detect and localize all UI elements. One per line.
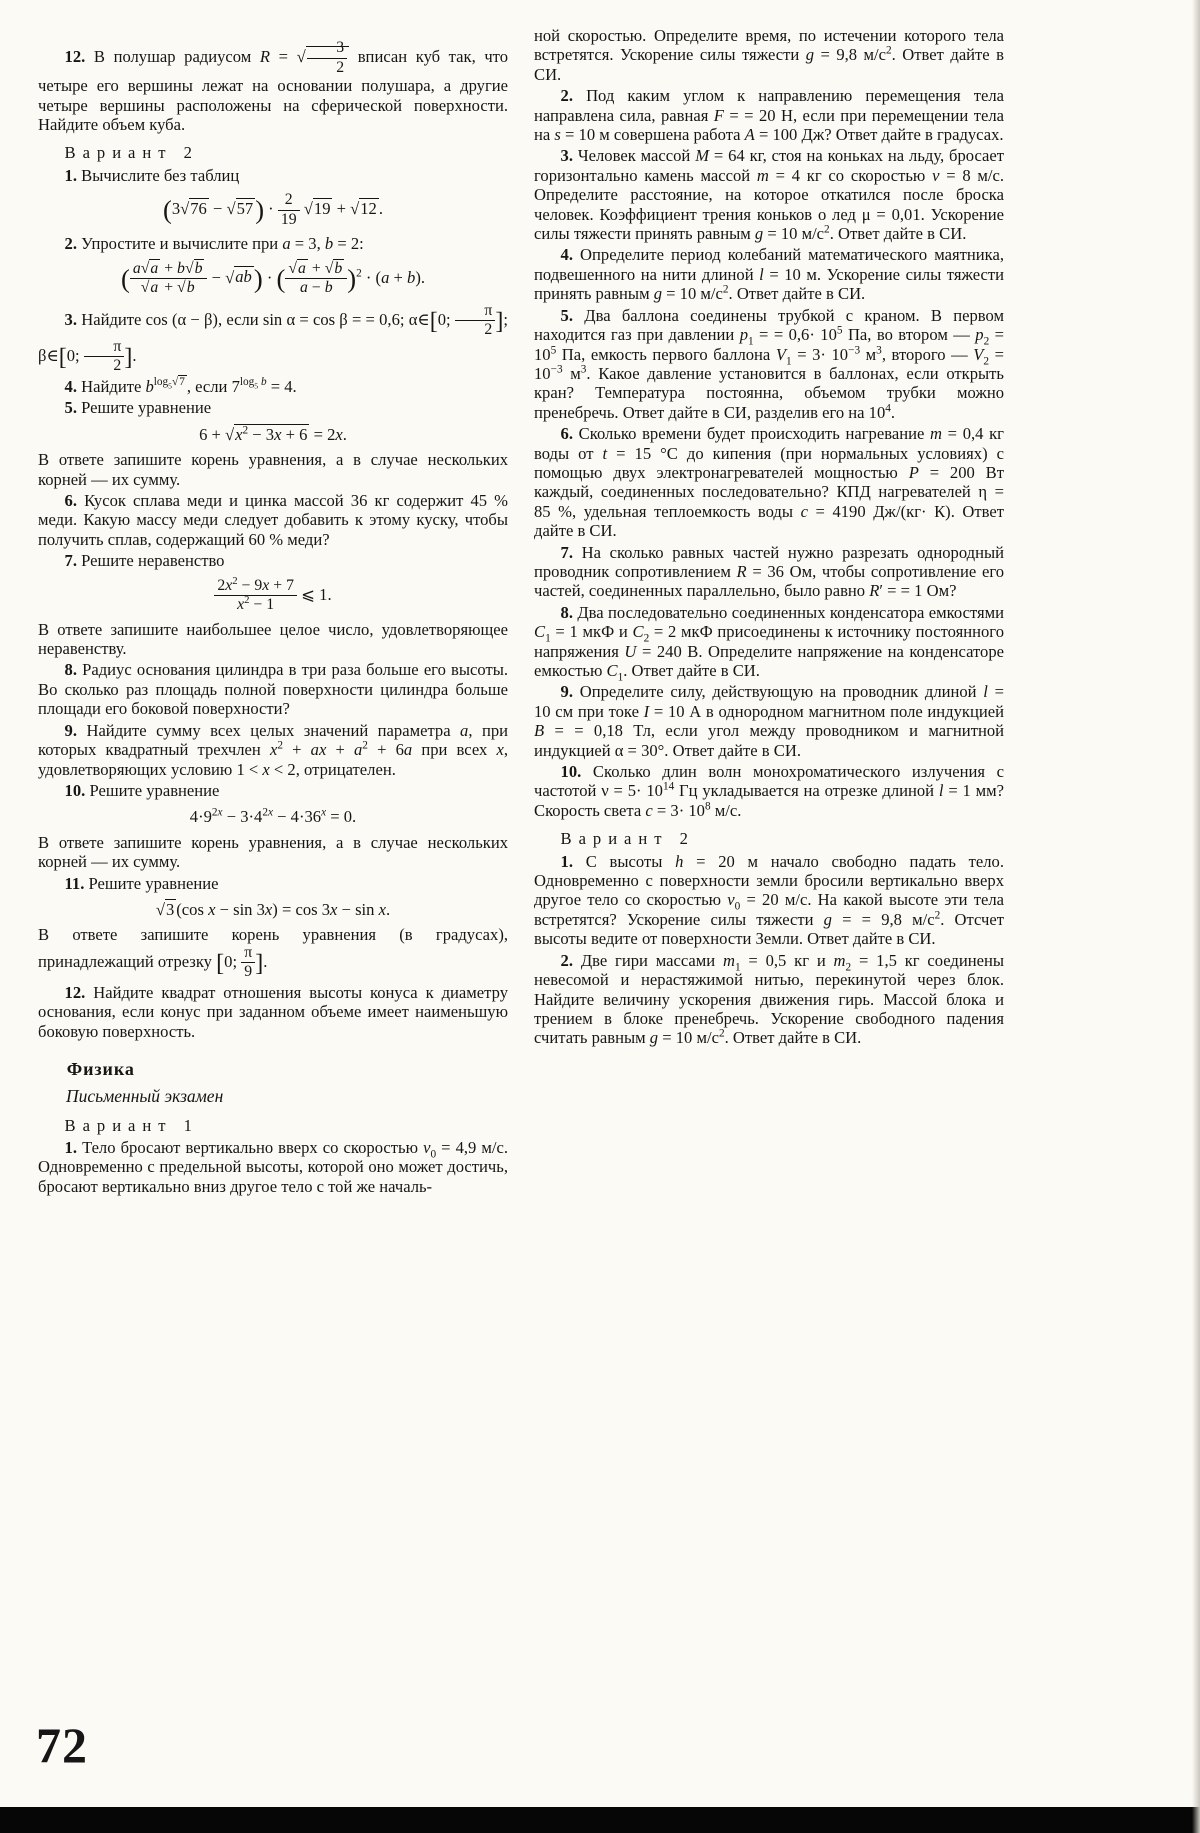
paragraph: 6. Кусок сплава меди и цинка массой 36 кг содержит 45 % меди. Какую массу меди следует добавить к этому куску, чтобы получить сплав, содержащий 60 % меди? (38, 490, 508, 549)
math-formula: √3 (cos x − sin 3x) = cos 3x − sin x. (155, 899, 391, 919)
math-formula: $4\cdot 9^{2x} - 3\cdot 4^{2x} - 4\cdot 36^x = 0$. (189, 806, 357, 827)
paragraph: 8. Радиус основания цилиндра в три раза больше его высоты. Во сколько раз площадь полной поверхности цилиндра больше площади его боковой поверхности? (38, 660, 508, 719)
paragraph: 6. Сколько времени будет происходить нагревание m = 0,4 кг воды от t = 15 °С до кипения (при нормальных условиях) с помощью двух электронагревателей мощностью P = 200 Вт каждый, соединенных последовательно? КПД нагревателей η = 85 %, удельная теплоемкость воды c = 4190 Дж/(кг· К). Ответ дайте в СИ. (534, 424, 1005, 541)
paragraph: 4. Найдите $b^{log_5√7}$ , если $7^{log_5 b} = 4$. (64, 376, 297, 396)
paragraph: 11. Решите уравнение (64, 873, 219, 893)
variant-heading: Вариант 2 (560, 829, 695, 849)
paragraph: 2. Под каким углом к направлению перемещения тела направлена сила, равная F = = 20 Н, если при перемещении тела на s = 10 м совершена работа A = 100 Дж? Ответ дайте в градусах. (534, 86, 1005, 145)
paragraph: 2. Упростите и вычислите при a = 3, b = 2: (64, 234, 364, 254)
paragraph: 10. Решите уравнение (64, 780, 220, 800)
paragraph: ной скоростью. Определите время, по истечении которого тела встретятся. Ускорение силы тяжести g = 9,8 $м/с^2$. Ответ дайте в СИ. (534, 26, 1004, 84)
paragraph: 4. Определите период колебаний математического маятника, подвешенного на нити длиной l = 10 м. Ускорение силы тяжести принять равным g = 10 $м/с^2$. Ответ дайте в СИ. (534, 245, 1004, 304)
paragraph: 7. Решите неравенство (64, 551, 225, 571)
variant-heading: Вариант 2 (64, 143, 199, 163)
paragraph: 8. Два последовательно соединенных конденсатора емкостями $C_1 = 1$ мкФ и $C_2 = 2$ мкФ присоединены к источнику постоянного напряжения U = 240 В. Определите напряжение на конденсаторе емкостью $C_1$. Ответ дайте в СИ. (534, 602, 1005, 684)
paragraph: 5. Решите уравнение (64, 398, 212, 418)
paragraph: 12. Найдите квадрат отношения высоты конуса к диаметру основания, если конус при заданном объеме имеет наименьшую боковую поверхность. (38, 982, 508, 1041)
paragraph: 5. Два баллона соединены трубкой с краном. В первом находится газ при давлении $p_1$ = = $0,6\cdot 10^5$ Па, во втором — $p_2 = 10^5$ Па, емкость первого баллона $V_1 = 3\cdot 10^{-3}$ $м^3$, второго — $V_2 = 10^{-3}$ $м^3$. Какое давление установится в баллонах, если открыть кран? Температура постоянна, объемом трубки можно пренебречь. Ответ дайте в СИ, разделив его на $10^4$. (534, 305, 1004, 422)
paragraph: 1. Вычислите без таблиц (64, 165, 240, 185)
paragraph: В ответе запишите наибольшее целое число, удовлетворяющее неравенству. (38, 619, 508, 659)
math-formula: ( $\frac{a√a + b√b}{√a + √b}$ − √ab) · ( $\frac{√a + √b}{a - b}$ )$^2$ · (a + b). (120, 259, 426, 297)
paragraph: В ответе запишите корень уравнения, а в случае нескольких корней — их сумму. (38, 832, 508, 872)
section-heading: Физика (66, 1059, 135, 1080)
math-formula: $\frac{2x^2 - 9x + 7}{x^2 - 1}$ ⩽ 1. (38, 573, 508, 618)
paragraph: В ответе запишите корень уравнения, а в случае нескольких корней — их сумму. (38, 450, 508, 489)
paragraph: 10. Сколько длин волн монохроматического излучения с частотой $\nu = 5\cdot 10^{14}$ Гц укладывается на отрезке длиной l = 1 мм? Скорость света $c = 3\cdot 10^8$ м/с. (534, 762, 1004, 820)
math-formula: (3√76 − √57) · $\frac{2}{19}$ √19 + √12 . (162, 191, 383, 228)
paragraph: 9. Найдите сумму всех целых значений параметра a, при которых квадратный трехчлен $x^2$ + ax + $a^2 + 6a$ при всех x, удовлетворяющих условию 1 < x < 2, отрицателен. (38, 720, 508, 779)
paragraph: 3. Человек массой M = 64 кг, стоя на коньках на льду, бросает горизонтально камень массой m = 4 кг со скоростью v = 8 м/с. Определите расстояние, на которое откатился после броска человек. Коэффициент трения коньков о лед μ = 0,01. Ускорение силы тяжести принять равным g = 10 $м/с^2$. Ответ дайте в СИ. (534, 146, 1004, 244)
paragraph: 9. Определите силу, действующую на проводник длиной l = 10 см при токе I = 10 А в однородном магнитном поле индукцией B = = 0,18 Тл, если угол между проводником и магнитной индукцией α = 30°. Ответ дайте в СИ. (534, 682, 1004, 760)
paragraph: 7. На сколько равных частей нужно разрезать однородный проводник сопротивлением R = 36 Ом, чтобы сопротивление его частей, соединенных параллельно, было равно R′ = = 1 Ом? (534, 542, 1005, 601)
paragraph: 1. Тело бросают вертикально вверх со скоростью $v_0 = 4,9$ м/с. Одновременно с предельной высоты, которой оно может достичь, бросают вертикально вниз другое тело с той же началь- (38, 1137, 509, 1196)
variant-heading: Вариант 1 (64, 1115, 199, 1135)
paragraph: В ответе запишите корень уравнения (в градусах), принадлежащий отрезку [0; $\frac{\pi}{9}$ ]. (38, 925, 508, 981)
paragraph: 12. В полушар радиусом R = √ $\frac{3}{2}$ вписан куб так, что четыре его вершины лежат на основании полушара, а другие четыре вершины расположены на сферической поверхности. Найдите объем куба. (38, 39, 508, 134)
left-column (38, 26, 508, 1198)
page-number: 72 (36, 1717, 88, 1773)
subsection-heading: Письменный экзамен (66, 1086, 224, 1107)
right-column (534, 26, 1004, 1198)
math-formula: $6 + √x^2 - 3x + 6 = 2x$. (199, 424, 347, 444)
paragraph: 3. Найдите cos (α − β), если sin α = cos β = = 0,6; α∈[0; $\frac{\pi}{2}$ ]; β∈[0; $\frac{\pi}{2}$ ]. (38, 301, 508, 375)
paragraph: 2. Две гири массами $m_1 = 0,5$ кг и $m_2 = 1,5$ кг соединены невесомой и нерастяжимой нитью, перекинутой через блок. Найдите величину ускорения движения гирь. Массой блока и трением в блоке пренебречь. Ускорение свободного падения считать равным g = 10 $м/с^2$. Ответ дайте в СИ. (534, 950, 1005, 1048)
scan-edge-bottom (0, 1807, 1200, 1833)
paragraph: 1. С высоты h = 20 м начало свободно падать тело. Одновременно с поверхности земли бросили вертикально вверх другое тело со скоростью $v_0 = 20$ м/с. На какой высоте эти тела встретятся? Ускорение силы тяжести g = = 9,8 $м/с^2$. Отсчет высоты ведите от поверхности Земли. Ответ дайте в СИ. (534, 851, 1005, 949)
